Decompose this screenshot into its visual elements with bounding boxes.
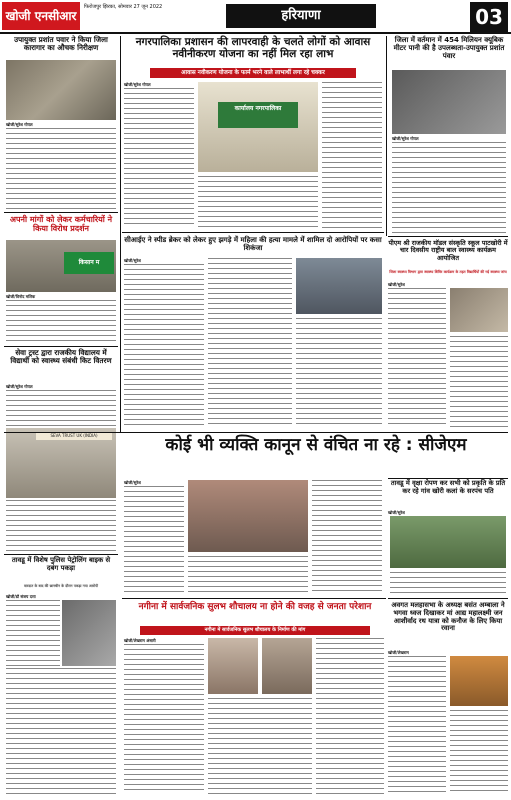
article-photo: [198, 82, 318, 172]
article-photo: [392, 70, 506, 134]
article-headline: तावडू में वृक्षा रोपण कर सभी को प्रकृति के प्रति कर रहे गांव खोरी कलां के सरपंच पति: [390, 479, 506, 495]
article-body: [388, 288, 446, 428]
article-subhead: वारदात के बाद की छानबीन के दौरान पकड़ा गया आरोपी: [23, 584, 99, 588]
divider: [388, 598, 508, 599]
article-headline: सीआईए ने स्पीड ब्रेकर को लेकर हुए झगड़े में महिला की हत्या मामले में शामिल दो आरोपियों पर कसा शिकंजा: [124, 236, 382, 253]
divider: [388, 236, 508, 237]
column-divider: [386, 36, 387, 236]
article-body: [6, 128, 116, 210]
portrait-photo: [262, 638, 312, 694]
article-body: [124, 644, 204, 794]
article-body: [208, 698, 312, 794]
article-headline: अपनी मांगों को लेकर कर्मचारियों ने किया विरोध प्रदर्शन: [9, 215, 113, 234]
article-body: [390, 572, 506, 596]
article-body: [450, 710, 508, 794]
article-body: [296, 318, 382, 426]
lead-headline-2: कोई भी व्यक्ति कानून से वंचित ना रहे : सीजेएम: [165, 435, 467, 455]
article-byline: खोजी/सुरेश गोयल: [6, 384, 33, 389]
article-body: [124, 486, 184, 594]
divider: [4, 554, 118, 555]
article-body: [208, 258, 292, 426]
lead-headline: नगरपालिका प्रशासन की लापरवाही के चलते लोगों को आवास नवीनीकरण योजना का नहीं मिल रहा लाभ: [135, 36, 371, 61]
masthead: [0, 0, 511, 34]
article-photo: [450, 288, 508, 332]
article-strap: आवास नवीकरण योजना के फार्म भरने वाले लाभार्थी लगा रहे चक्कर: [150, 68, 356, 78]
article-byline: खोजी/सुरेश: [124, 480, 141, 485]
article-byline: खोजी/सुरेश गोयल: [6, 122, 33, 127]
article-body: [388, 656, 446, 794]
article-headline: सेवा ट्रस्ट द्वारा राजकीय विद्यालय में विद्यार्थी को स्वास्थ्य संबंधी किट वितरण: [10, 348, 112, 366]
date-line: फिरोजपुर झिरका, सोमवार 27 जून 2022: [84, 4, 163, 10]
article-photo: [188, 480, 308, 552]
article-headline: तावडू में विशेष पुलिस पेट्रोलिंग बाइक से दबंग पकड़ा: [11, 556, 111, 572]
article-headline: नगीना में सार्वजनिक सुलभ शौचालय ना होने की वजह से जनता परेशान: [138, 602, 372, 612]
article-body: [312, 480, 382, 594]
article-byline: खोजी/विनोद मलिक: [6, 294, 36, 299]
article-photo: [6, 428, 116, 498]
article-body: [198, 176, 318, 228]
article-headline: जिला में वर्तमान में 454 मिलियन क्यूबिक मीटर पानी की है उपलब्धता-उपायुक्त प्रशांत पंवार: [393, 36, 505, 61]
article-byline: खोजी/सुरेश: [124, 258, 141, 263]
article-photo: [450, 656, 508, 706]
article-body: [124, 88, 194, 228]
article-headline: पीएम श्री राजकीय मॉडल संस्कृति स्कूल पाटखोरी में चार दिवसीय राष्ट्रीय बाल स्वास्थ्य कार्यक्रम आयोजित: [388, 239, 508, 262]
article-byline: खोजी/सुरेश: [388, 282, 405, 287]
article-body: [6, 300, 116, 344]
article-body: [6, 668, 116, 794]
banner-in-photo: किसान म: [64, 252, 114, 274]
article-byline: खोजी/सुरेश: [388, 510, 405, 515]
page-number: 03: [470, 2, 508, 32]
divider: [4, 346, 118, 347]
article-byline: खोजी/सुरेश गोयल: [392, 136, 419, 141]
article-photo: [62, 600, 116, 666]
article-body: [6, 390, 116, 426]
article-strap: नगीना में सार्वजनिक सुलभ शौचालय के निर्माण की मांग: [140, 626, 370, 635]
sign-in-photo: कार्यालय नगरपालिका: [218, 102, 298, 128]
banner-in-photo: SEVA TRUST UK (INDIA): [36, 432, 112, 440]
article-photo: [390, 516, 506, 568]
article-byline: खोजी/डॉ संजय दत्ता: [6, 594, 36, 599]
divider: [122, 232, 384, 233]
article-body: [316, 638, 384, 794]
article-body: [188, 556, 308, 594]
article-photo: [296, 258, 382, 314]
column-divider: [120, 36, 121, 432]
divider: [122, 598, 386, 599]
article-subhead: जिला स्वास्थ्य विभाग द्वारा स्वास्थ्य शिविर कार्यक्रम के तहत विद्यार्थियों की गई स्वास्थ्य जांच: [389, 270, 507, 274]
article-byline: खोजी/सुरेश गोयल: [124, 82, 151, 87]
article-byline: खोजी/लेखराम: [388, 650, 409, 655]
article-byline: खोजी/लेखराम अंसारी: [124, 638, 156, 643]
article-body: [6, 500, 116, 552]
article-body: [322, 82, 382, 228]
section-title: हरियाणा: [226, 4, 376, 28]
portrait-photo: [208, 638, 258, 694]
divider: [4, 212, 118, 213]
newspaper-logo: खोजी एनसीआर: [2, 2, 80, 30]
article-body: [124, 264, 204, 426]
article-photo: [6, 240, 116, 292]
article-photo: [6, 60, 116, 120]
article-headline: उपायुक्त प्रशांत पवार ने किया जिला कारागार का औचक निरीक्षण: [14, 35, 108, 53]
article-body: [450, 336, 508, 428]
article-body: [392, 142, 506, 234]
article-headline: अवगत मलहासभा के अध्यक्ष बसंत अम्बाला ने भगवा ध्वज दिखाकर मां आद्य महालक्ष्मी जन आशीर्वाद रथ यात्रा को कनौज के लिए किया रवाना: [391, 601, 505, 633]
article-body: [6, 600, 60, 666]
divider: [4, 432, 508, 433]
